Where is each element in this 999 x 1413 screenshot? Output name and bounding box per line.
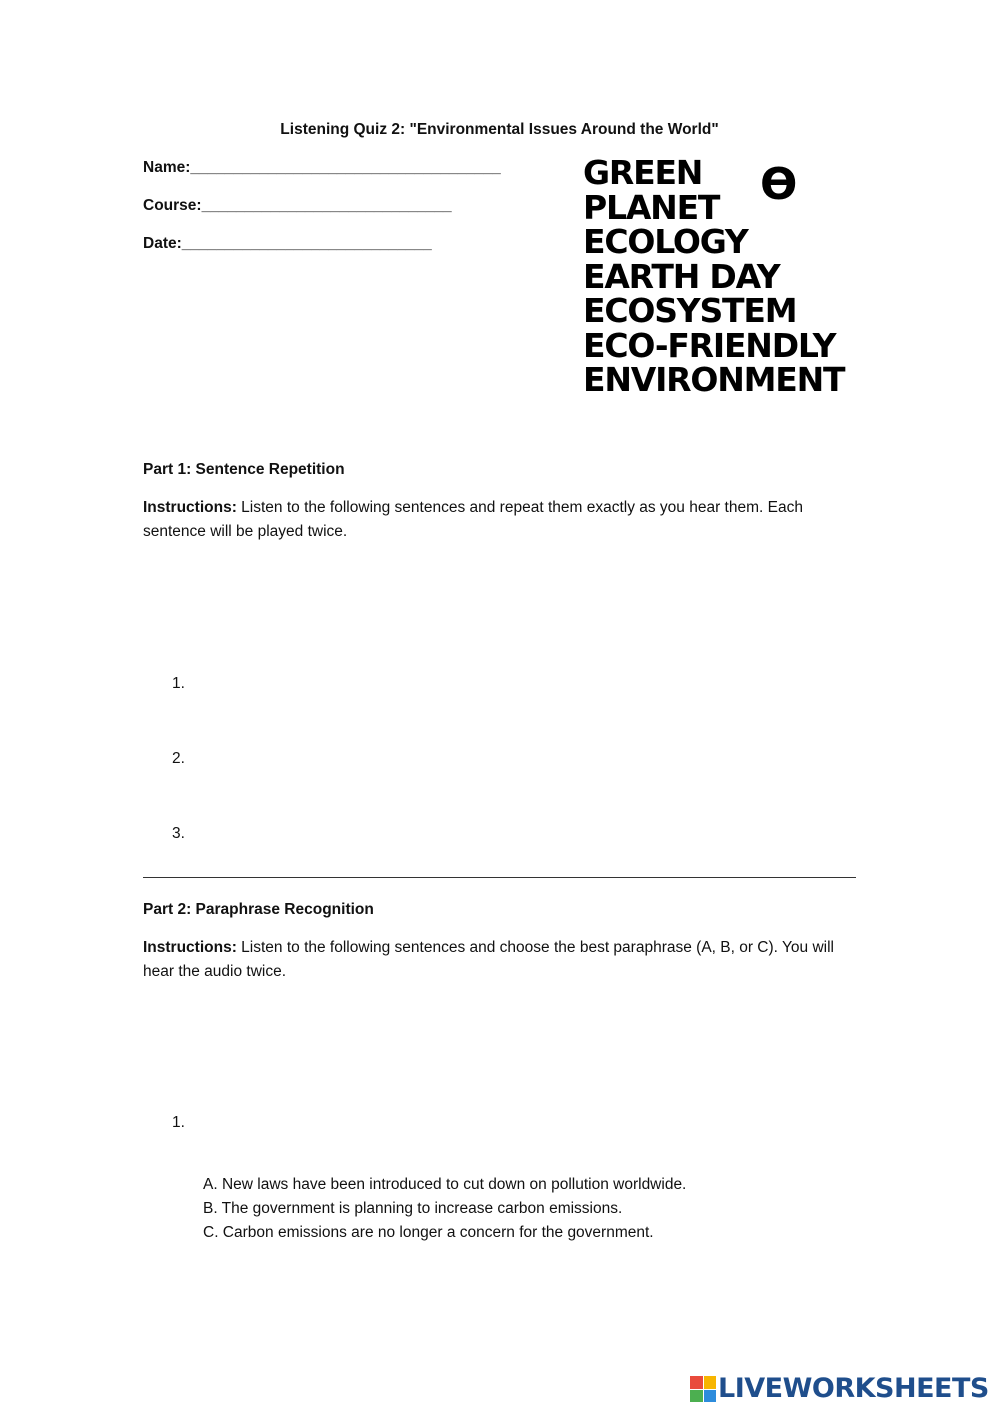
- part2-heading: Part 2: Paraphrase Recognition: [143, 901, 374, 918]
- part2-instructions-label: Instructions:: [143, 939, 237, 956]
- logo-square-yellow: [704, 1376, 717, 1389]
- part2-item-1: 1.: [172, 1114, 185, 1131]
- part1-instructions-label: Instructions:: [143, 499, 237, 516]
- part1-item-2: 2.: [172, 750, 185, 767]
- word-ecology: ECOLOGY: [583, 222, 748, 261]
- part1-item-1: 1.: [172, 675, 185, 692]
- word-earth-day: EARTH DAY: [583, 256, 780, 296]
- name-blank: ____________________________________: [190, 159, 501, 176]
- option-b: B. The government is planning to increase carbon emissions.: [203, 1200, 623, 1217]
- date-label: Date:: [143, 235, 182, 252]
- logo-square-red: [690, 1376, 703, 1389]
- word-green: GREEN: [583, 153, 703, 192]
- name-field: [143, 159, 501, 177]
- word-eco-friendly: ECO-FRIENDLY: [583, 325, 836, 365]
- name-label: Name:: [143, 159, 191, 176]
- liveworksheets-branding: [690, 1373, 989, 1405]
- vocabulary-word-list: [583, 153, 845, 399]
- part1-instructions-text: Listen to the following sentences and repeat them exactly as you hear them. Each sentence will be played twice.: [143, 499, 803, 540]
- part1-instructions: [143, 496, 863, 544]
- word-environment: ENVIRONMENT: [583, 360, 845, 399]
- option-a: A. New laws have been introduced to cut down on pollution worldwide.: [203, 1176, 687, 1193]
- date-field: [143, 235, 432, 253]
- part2-options: [203, 1173, 686, 1245]
- logo-square-green: [690, 1390, 703, 1403]
- theta-symbol: ϴ: [760, 159, 798, 210]
- word-ecosystem: ECOSYSTEM: [583, 291, 797, 330]
- course-field: [143, 197, 452, 215]
- part2-instructions: [143, 936, 863, 984]
- date-blank: _____________________________: [181, 235, 432, 252]
- logo-square-blue: [704, 1390, 717, 1403]
- part1-heading: Part 1: Sentence Repetition: [143, 461, 345, 478]
- part1-item-3: 3.: [172, 825, 185, 842]
- course-blank: _____________________________: [201, 197, 452, 214]
- word-planet: PLANET: [583, 187, 720, 227]
- part2-instructions-text: Listen to the following sentences and choose the best paraphrase (A, B, or C). You will hear the audio twice.: [143, 939, 834, 980]
- liveworksheets-wordmark: LIVEWORKSHEETS: [718, 1373, 989, 1404]
- section-divider: [143, 877, 856, 878]
- option-c: C. Carbon emissions are no longer a concern for the government.: [203, 1224, 654, 1241]
- worksheet-title: Listening Quiz 2: "Environmental Issues Around the World": [280, 121, 719, 138]
- liveworksheets-logo-icon: [690, 1376, 716, 1402]
- course-label: Course:: [143, 197, 202, 214]
